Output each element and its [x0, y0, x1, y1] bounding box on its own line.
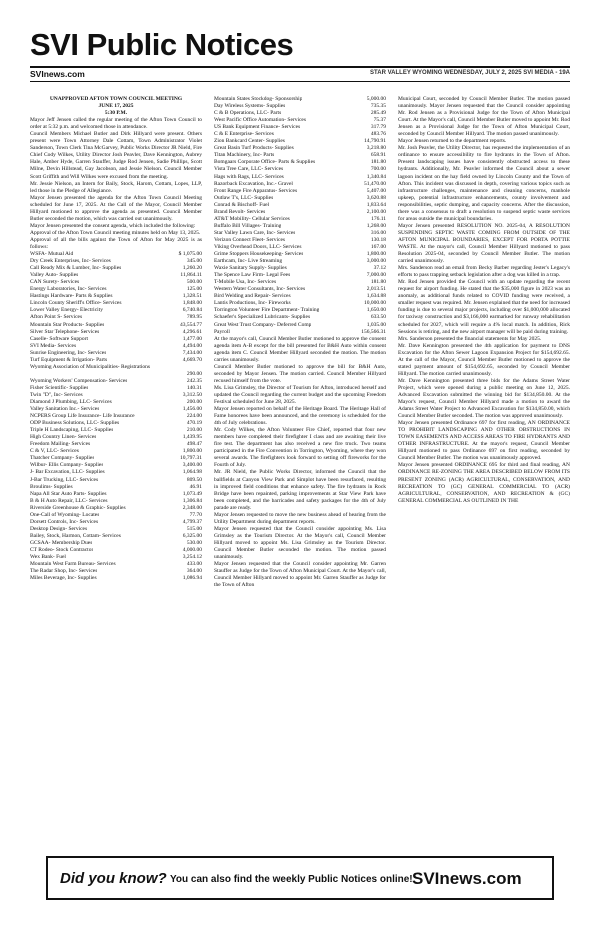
ledger-row — [30, 286, 202, 293]
ledger-row — [214, 159, 386, 166]
paragraph: Mayor Jensen presented the agenda for the Afton Town Council Meeting scheduled for June 17, 2025. At the Call of the Mayor, Council Member Hillyard motioned to approve the agenda as presented. Council Member Butler seconded the motion, which was carried out unanimously. — [30, 194, 202, 222]
ledger-vendor: GCSAA- Membership Dues — [30, 539, 93, 546]
paragraph: Mr. Rod Jensen provided the Council with an update regarding the recent request for airport funding. He stated that the $35,000 figure in 2023 was an anomaly, as additional funds related to COVID funding were received, a smaller request was required. Mr. Jensen explained that the need for increased funding is due to several major projects, including over $1,000,000 allocated for taxiway construction and $3,166,000 earmarked for runway rehabilitation scheduled for 2027, which will require a 4% local match. In addition, Rick Sessions is retiring, and the new airport manager will be paid during training. — [398, 279, 570, 335]
ledger-row — [30, 512, 202, 519]
ledger-amount: 210.00 — [186, 427, 202, 434]
ledger-row — [214, 152, 386, 159]
ledger-vendor: Bomgaars Corporate Office- Parts & Supplies — [214, 159, 316, 166]
ledger-vendor: Dry Creek Enterprises, Inc- Services — [30, 258, 111, 265]
ledger-vendor: US Bank Equipment Finance- Services — [214, 124, 301, 131]
ledger-vendor: Energy Laboratories, Inc- Services — [30, 286, 107, 293]
notice-date: JUNE 17, 2025 — [98, 103, 134, 110]
paragraph: Mayor Jensen returned to the department reports. — [398, 138, 507, 145]
ledger-row — [30, 329, 202, 336]
paragraph: Mr. Dave Kennington presented the 4th application for payment to DNS Excavation for the Afton Sewer Lagoon Expansion Project for $154,692.65. At the call of the Mayor, Council Member Butler motioned to approve the stated payment amount of $154,692.65, seconded by Council Member Hillyard. The motion carried unanimously. — [398, 342, 570, 377]
ledger-amount: 1,833.64 — [366, 201, 386, 208]
ledger-amount: 3,218.80 — [366, 145, 386, 152]
ledger-amount: 809.50 — [186, 476, 202, 483]
ledger-row — [30, 322, 202, 329]
paragraph: Mayor Jensen presented the consent agenda, which included the following: — [30, 222, 196, 229]
column-2 — [214, 96, 386, 850]
ledger-row — [30, 413, 202, 420]
ledger-amount: 789.95 — [186, 314, 202, 321]
ledger-amount: 1,800.00 — [182, 448, 202, 455]
ledger-amount: 1,073.49 — [182, 490, 202, 497]
ledger-vendor: Freedom Mailing- Services — [30, 441, 91, 448]
ledger-vendor: Dorsett Controls, Inc- Services — [30, 518, 99, 525]
ledger-amount: 37.12 — [373, 265, 386, 272]
ledger-amount: 140.31 — [186, 384, 202, 391]
ledger-amount: 1,456.00 — [182, 406, 202, 413]
ledger-vendor: Wyoming Workers' Compensation- Services — [30, 377, 128, 384]
ledger-vendor: CAN Surety- Services — [30, 279, 80, 286]
ledger-amount: 1,439.95 — [182, 434, 202, 441]
promo-banner — [46, 856, 554, 900]
ledger-row — [214, 251, 386, 258]
ledger-row — [30, 293, 202, 300]
ledger-vendor: Sunrise Engineering, Inc- Services — [30, 349, 107, 356]
ledger-vendor: One-Call of Wyoming- Locates — [30, 511, 100, 518]
ledger-row — [30, 575, 202, 582]
promo-site-link[interactable]: SVInews.com — [412, 869, 522, 888]
ledger-vendor: C & B Operations, LLC- Parts — [214, 110, 282, 117]
column-3-paragraphs — [398, 96, 570, 505]
ledger-vendor: ODP Business Solutions, LLC- Supplies — [30, 420, 120, 427]
ledger-vendor: Front Range Fire Apparatus- Services — [214, 187, 298, 194]
ledger-vendor: Desktop Design- Services — [30, 525, 88, 532]
paragraph: Mr. JR Nield, the Public Works Director, informed the Council that the ballfields at Canyon View Park and Simplot have been resurfaced, resulting in improved field conditions that enhance safety. The fire hydrants in Rock Bridge have been repainted, parking improvements at Star View Park have been completed, and the barricades and safety packages for the 4th of July parade are ready. — [214, 469, 386, 511]
ledger-vendor: Viking Overhead Doors, LLC- Services — [214, 243, 302, 250]
ledger-amount: 224.00 — [186, 413, 202, 420]
ledger-amount: 700.00 — [370, 166, 386, 173]
ledger-vendor: Vista Tree Care, LLC- Services — [214, 166, 284, 173]
ledger-row — [30, 272, 202, 279]
paragraph: Ms. Lisa Grimsley, the Director of Tourism for Afton, introduced herself and updated the Council regarding the current budget and the upcoming Freedom Festival scheduled for June 28, 2025. — [214, 384, 386, 406]
ledger-row — [30, 385, 202, 392]
ledger-vendor: High Country Linen- Services — [30, 434, 97, 441]
ledger-amount: 77.70 — [189, 511, 202, 518]
ledger-vendor: Payroll — [214, 328, 230, 335]
ledger-vendor: Napa All Star Auto Parts- Supplies — [30, 490, 107, 497]
ledger-row — [30, 547, 202, 554]
ledger-row — [214, 202, 386, 209]
ledger-vendor: Schaefer's Specialized Lubricants- Supplies — [214, 314, 311, 321]
ledger-row — [30, 279, 202, 286]
ledger-amount: 3,000.00 — [366, 258, 386, 265]
ledger-vendor: Bird Welding and Repair- Services — [214, 293, 291, 300]
ledger-vendor: Conrad & Bischoff- Fuel — [214, 201, 270, 208]
ledger-row — [214, 293, 386, 300]
ledger-amount: 345.00 — [186, 258, 202, 265]
ledger-amount: 43,554.77 — [180, 321, 202, 328]
ledger-amount: 530.00 — [186, 539, 202, 546]
ledger-amount: 433.00 — [186, 561, 202, 568]
ledger-vendor: The Radar Shop, Inc- Services — [30, 568, 98, 575]
ledger-amount: 317.79 — [370, 124, 386, 131]
ledger-vendor: Mountain States Stockdog- Sponsorship — [214, 96, 303, 102]
paragraph: Mayor Jensen presented ORDINANCE 695 for third and final reading, AN ORDINANCE RE-ZONING THE AREA DESCRIBED BELOW FROM ITS PRESENT ZONING (ACR) AGRICULTURAL, CONSERVATION, AND RECREATION TO (GC) GENERAL COMMERCIAL TO (ACR) AGRICULTURAL, CONSERVATION, AND RECREATION & (GC) GENERAL COMMERCIAL AS OUTLINED IN THE — [398, 462, 570, 504]
ledger-amount: 4,000.00 — [182, 547, 202, 553]
ledger-amount: 181.80 — [370, 159, 386, 166]
ledger-row — [30, 554, 202, 561]
ledger-vendor: Triple H Landscaping, LLC- Supplies — [30, 427, 114, 434]
site-link[interactable]: SVInews.com — [30, 69, 85, 79]
column-1 — [30, 96, 202, 850]
ledger-vendor: Razorback Excavation, Inc.- Gravel — [214, 180, 293, 187]
ledger-vendor: Lincoln County Sheriff's Office- Services — [30, 300, 122, 307]
ledger-row — [30, 441, 202, 448]
ledger-row — [30, 314, 202, 321]
ledger-amount: 1,848.00 — [182, 300, 202, 307]
ledger-row — [214, 195, 386, 202]
ledger-row — [30, 392, 202, 399]
ledger-vendor: Diamond J Plumbing, LLC- Services — [30, 399, 112, 406]
paragraph: Mayor Jensen requested that the Council consider appointing Ms. Lisa Grimsley as the Tourism Director. At the Mayor's call, Council Member Hillyard moved to appoint Ms. Lisa Grimsley as the Tourism Director. Council Member Butler seconded the motion. The motion passed unanimously. — [214, 525, 386, 561]
ledger-amount: 181.80 — [370, 279, 386, 286]
ledger-vendor: Western Water Consultants, Inc- Services — [214, 286, 306, 293]
ledger-row — [30, 427, 202, 434]
ledger-vendor: Titan Machinery, Inc- Parts — [214, 152, 275, 159]
ledger-row — [30, 343, 202, 350]
paragraph: Mayor Jeff Jensen called the regular meeting of the Afton Town Council to order at 5:32 p.m. and welcomed those in attendance. — [30, 117, 202, 131]
ledger-row — [30, 336, 202, 343]
ledger-row — [214, 258, 386, 265]
ledger-vendor: Lantis Productions, Inc- Fireworks — [214, 300, 291, 307]
ledger-row — [214, 314, 386, 321]
ledger-row — [30, 561, 202, 568]
paragraph: Council Members Michael Butler and Dirk Hillyard were present. Others present were Town Attorney Dale Cottam, Town Administrator Violet Sanderson, Town Clerk Tina McGarvey, Public Works Director JR Nield, Fire Chief Cody Wilkes, Utility Director Josh Peavler, Dave Kennington, Aubrey Hale, Amber Hyde, Garren Stauffer, Judge Rod Jensen, Sadie Phillips, Scott Milne, Devin Hillstead, Gay Jacobson, and Jessie Nielson. Council Member Scott Griffith and Will Wilkes were excused from the meeting. — [30, 131, 202, 180]
ledger-vendor: Great Basin Turf Products- Supplies — [214, 145, 294, 152]
ledger-amount: 633.50 — [370, 314, 386, 321]
ledger-amount: 1,328.51 — [182, 293, 202, 300]
paragraph: Mrs. Sanderson presented the financial statements for May 2025. — [398, 335, 542, 342]
ledger-row — [214, 145, 386, 152]
ledger-row — [30, 477, 202, 484]
ledger-row — [214, 230, 386, 237]
ledger-row — [30, 378, 202, 385]
ledger-amount: 200.00 — [186, 399, 202, 406]
ledger-amount: 364.00 — [186, 568, 202, 575]
ledger-vendor: C & V, LLC- Services — [30, 448, 79, 455]
ledger-amount: 3,620.88 — [366, 194, 386, 201]
ledger-vendor: Outlaw T's, LLC- Supplies — [214, 194, 274, 201]
column-1-paragraphs — [30, 117, 202, 251]
ledger-vendor: Call Ready Mix & Lumber, Inc- Supplies — [30, 265, 122, 272]
ledger-amount: 5,000.00 — [366, 96, 386, 102]
ledger-amount: 176.11 — [371, 215, 386, 222]
ledger-row — [30, 371, 202, 378]
ledger-row — [30, 399, 202, 406]
ledger-amount: 10,797.31 — [180, 455, 202, 462]
ledger-amount: 285.49 — [370, 110, 386, 117]
ledger-vendor: Mountain Star Products- Supplies — [30, 321, 105, 328]
column-3 — [398, 96, 570, 850]
ledger-row — [214, 124, 386, 131]
ledger-amount: 1,268.00 — [366, 222, 386, 229]
ledger-vendor: The Spence Law Firm- Legal Fees — [214, 272, 291, 279]
paragraph: Mr. Dave Kennington presented three bids for the Adams Street Water Project, which were opened during a public meeting on June 12, 2025. Advanced Excavation submitted the winning bid for $134,850.00. At the Mayor's request, Council Member Hillyard made a motion to award the Adams Street Water Project to Advanced Excavation for $134,850.00, which Council Member Butler seconded. The motion was approved unanimously. — [398, 377, 570, 420]
ledger-vendor: J- Bar Excavation, LLC- Supplies — [30, 469, 105, 476]
ledger-vendor: Hags with Rags, LLC- Services — [214, 173, 284, 180]
masthead-divider — [30, 81, 570, 82]
paragraph: Mr. Jessie Nielson, an Intern for Baily, Stock, Harom, Cottam, Lopes, LLP, led those in the Pledge of Allegiance. — [30, 180, 202, 194]
ledger-amount: 1,634.88 — [366, 293, 386, 300]
ledger-row — [30, 462, 202, 469]
ledger-row — [30, 357, 202, 364]
ledger-vendor: Earthcam, Inc- Live Streaming — [214, 258, 283, 265]
ledger-vendor: WSFA- Mutual Aid — [30, 251, 74, 258]
ledger-row — [214, 103, 386, 110]
ledger-vendor: Verizon Connect Fleet- Services — [214, 236, 286, 243]
ledger-vendor: C & E Enterprise- Services — [214, 131, 274, 138]
ledger-amount: 4,799.37 — [182, 518, 202, 525]
ledger-amount: 2,100.00 — [366, 208, 386, 215]
paragraph: Approval of the Afton Town Council meeting minutes held on May 13, 2025. — [30, 229, 201, 236]
ledger-row — [214, 117, 386, 124]
ledger-row — [214, 223, 386, 230]
ledger-amount: 1,064.98 — [182, 469, 202, 476]
ledger-vendor: Great West Trust Company- Deferred Comp — [214, 321, 312, 328]
ledger-vendor: Lower Valley Energy- Electricity — [30, 307, 103, 314]
ledger-row — [30, 364, 202, 371]
ledger-amount: 3,312.50 — [182, 391, 202, 398]
ledger-row — [214, 209, 386, 216]
paragraph: Municipal Court, seconded by Council Member Butler. The motion passed unanimously. Mayor Jensen requested that the Council consider appointing Mr. Rod Jensen as a Provisional Judge for the Town of Afton Municipal Court. At the Mayor's call, Council Member Butler moved to appoint Mr. Rod Jensen as a Provisional Judge for the Town of Afton Municipal Court, seconded by Council Member Hillyard. The motion passed unanimously. — [398, 96, 570, 138]
ledger-row — [214, 237, 386, 244]
paragraph: Mr. Cody Wilkes, the Afton Volunteer Fire Chief, reported that four new members have completed their firefighter I class and are awaiting their live fire test. The department has also received a new fire truck. Two teams participated in the Fire Convention in Torrington, Wyoming, where they won several awards. The firefighters look forward to setting off fireworks for the Fourth of July. — [214, 427, 386, 469]
masthead — [30, 28, 570, 62]
ledger-amount: 125.00 — [186, 286, 202, 293]
ledger-amount: 3,254.12 — [182, 554, 202, 561]
dateline: STAR VALLEY WYOMING WEDNESDAY, JULY 2, 2025 SVI MEDIA - 19A — [370, 70, 570, 76]
ledger-amount: 6,740.84 — [182, 307, 202, 314]
ledger-row — [30, 540, 202, 547]
ledger-vendor: Brand Revolt- Services — [214, 208, 266, 215]
ledger-vendor: AT&T Mobility- Cellular Services — [214, 215, 290, 222]
ledger-vendor: Valley Auto- Supplies — [30, 272, 79, 279]
ledger-amount: 658.91 — [370, 152, 386, 159]
paragraph: Mayor Jensen reported on behalf of the Heritage Board. The Heritage Hall of Fame honorees have been announced, and the ceremony is scheduled for the 4th of July celebrations. — [214, 406, 386, 427]
paragraph: At the mayor's call, Council Member Butler motioned to approve the consent agenda item A-B except for the bill presented for B&H Auto within consent agenda item C. Council Member Hillyard seconded the motion. The motion carries unanimously. — [214, 335, 386, 363]
notice-time: 5:30 P.M. — [104, 110, 128, 117]
ledger-amount: 1,035.00 — [366, 321, 386, 328]
ledger-amount: 7,434.00 — [182, 349, 202, 356]
ledger-vendor: Day Wireless Systems- Supplies — [214, 103, 286, 110]
ledger-row — [30, 568, 202, 575]
ledger-amount: 1,306.84 — [182, 497, 202, 504]
ledger-row — [214, 188, 386, 195]
ledger-amount: 167.00 — [370, 243, 386, 250]
ledger-row — [30, 251, 202, 258]
paragraph: Approval of all the bills against the Town of Afton for May 2025 is as follows: — [30, 236, 202, 250]
ledger-vendor: Valley Sanitation Inc.- Services — [30, 406, 100, 413]
ledger-row — [214, 265, 386, 272]
ledger-vendor: CT Rodeo- Stock Contractor — [30, 547, 94, 553]
ledger-row — [30, 469, 202, 476]
paragraph: Mayor Jensen presented RESOLUTION NO. 2025-04, A RESOLUTION SUSPENDING SEPTIC WASTE COMING FROM OUTSIDE OF THE AFTON MUNICIPAL BOUNDARIES, EXCEPT FOR PORTA POTTIE WASTE. At the mayor's call, Council Member Hillyard motioned to pass Resolution 2025-04, seconded by Council Member Butler. The motion carried unanimously. — [398, 222, 570, 265]
ledger-row — [30, 265, 202, 272]
ledger-row — [30, 498, 202, 505]
ledger-row — [30, 307, 202, 314]
ledger-amount: 735.35 — [370, 103, 386, 110]
ledger-row — [214, 216, 386, 223]
ledger-row — [214, 244, 386, 251]
ledger-row — [30, 406, 202, 413]
ledger-row — [30, 350, 202, 357]
ledger-vendor: B & H Auto Repair, LLC- Services — [30, 497, 108, 504]
paragraph: Mayor Jensen requested to move the new business ahead of hearing from the Utility Department during department reports. — [214, 511, 386, 525]
ledger-vendor: Mountain West Farm Bureau- Services — [30, 561, 116, 568]
column-2-paragraphs — [214, 336, 386, 590]
ledger-amount: 10,000.00 — [364, 300, 386, 307]
ledger-amount: 130.18 — [370, 236, 386, 243]
ledger-amount: 515.00 — [186, 525, 202, 532]
ledger-vendor: Caselle- Software Support — [30, 335, 89, 342]
ledger-amount: 5,407.00 — [366, 187, 386, 194]
notice-heading: UNAPPROVED AFTON TOWN COUNCIL MEETING — [49, 96, 183, 102]
ledger-vendor: Wex Bank- Fuel — [30, 554, 66, 561]
ledger-row — [214, 181, 386, 188]
ledger-amount: 498.47 — [186, 441, 202, 448]
ledger-row — [30, 533, 202, 540]
ledger-amount: $ 1,075.00 — [178, 251, 202, 258]
ledger-vendor: J-Bar Trucking, LLC- Services — [30, 476, 99, 483]
ledger-row — [214, 307, 386, 314]
ledger-amount: 4,669.70 — [182, 356, 202, 363]
paragraph: Mayor Jensen presented Ordinance 697 for first reading, AN ORDINANCE TO PROHIBIT LANDSCAPING AND OTHER OBSTRUCTIONS IN TOWN EASEMENTS AND ACCESS AREAS TO FIRE HYDRANTS AND OTHER INFRASTRUCTURE. At the mayor's request, Council Member Hillyard motioned to pass Ordinance 697 on first reading, seconded by Council Member Butler. The motion was unanimously approved. — [398, 420, 570, 462]
ledger-vendor: Broulims- Supplies — [30, 483, 73, 490]
ledger-amount: 7,000.00 — [366, 272, 386, 279]
ledger-amount: 500.00 — [186, 279, 202, 286]
ledger-vendor: Riverside Greenhouse & Graphic- Supplies — [30, 504, 126, 511]
ledger-vendor: SVI Media- Services — [30, 342, 77, 349]
ledger-amount: 46.91 — [189, 483, 202, 490]
masthead-title: SVI Public Notices — [30, 27, 294, 62]
paragraph: Council Member Butler motioned to approve the bill for B&H Auto, seconded by Mayor Jensen. The motion carried. Council Member Hillyard recused himself from the vote. — [214, 363, 386, 384]
ledger-row — [30, 420, 202, 427]
paragraph: Mayor Jensen requested that the Council consider appointing Mr. Garren Stauffer as Judge for the Town of Afton Municipal Court. At the Mayor's call, Council Member Hillyard moved to appoint Mr. Garren Stauffer as Judge for the Town of Afton — [214, 561, 386, 589]
ledger-vendor: Wyoming Association of Municipalities- Registrations — [30, 363, 151, 370]
ledger-amount: 75.37 — [373, 117, 386, 124]
ledger-vendor: Twin "D", Inc- Services — [30, 391, 83, 398]
ledger-vendor: Hastings Hardware- Parts & Supplies — [30, 293, 113, 300]
ledger-amount — [198, 364, 202, 371]
ledger-vendor: Bailey, Stock, Harmon, Cottam- Services — [30, 532, 121, 539]
ledger-row — [30, 448, 202, 455]
ledger-amount: 2,348.00 — [182, 504, 202, 511]
ledger-amount: 51,470.00 — [364, 180, 386, 187]
ledger-row — [30, 505, 202, 512]
ledger-vendor: Waxie Sanitary Supply- Supplies — [214, 265, 287, 272]
ledger-amount: 242.35 — [186, 377, 202, 384]
ledger-row — [214, 329, 386, 336]
masthead-subline — [30, 69, 570, 80]
ledger-row — [30, 491, 202, 498]
ledger-vendor: West Pacific Office Automation- Services — [214, 117, 307, 124]
ledger-vendor: T-Mobile Usa, Inc- Services — [214, 279, 277, 286]
ledger-row — [214, 279, 386, 286]
ledger-row — [30, 526, 202, 533]
promo-question: Did you know? — [60, 870, 167, 887]
ledger-amount: 4,494.00 — [182, 342, 202, 349]
ledger-vendor: Torrington Volunteer Fire Department- Training — [214, 307, 320, 314]
ledger-row — [214, 286, 386, 293]
ledger-amount: 11,864.11 — [180, 272, 202, 279]
ledger-row — [214, 300, 386, 307]
ledger-amount: 156,566.31 — [361, 328, 386, 335]
ledger-amount: 4,296.61 — [182, 328, 202, 335]
ledger-row — [30, 455, 202, 462]
ledger-vendor: Silver Star Telephone- Services — [30, 328, 100, 335]
ledger-vendor: NCPERS Group Life Insurance- Life Insurance — [30, 413, 135, 420]
ledger-row — [214, 174, 386, 181]
ledger-amount: 2,013.51 — [366, 286, 386, 293]
ledger-row — [214, 166, 386, 173]
ledger-row — [214, 322, 386, 329]
ledger-amount: 1,086.94 — [182, 575, 202, 582]
ledger-amount: 3,400.00 — [182, 462, 202, 469]
ledger-amount: 1,340.84 — [366, 173, 386, 180]
ledger-amount: 316.00 — [370, 229, 386, 236]
ledger-row — [30, 300, 202, 307]
ledger-amount: 1,260.20 — [182, 265, 202, 272]
ledger-row — [214, 131, 386, 138]
ledger-amount: 290.00 — [186, 370, 202, 377]
ledger-vendor: Buffalo Bill Villages- Training — [214, 222, 282, 229]
ledger-amount: 1,477.00 — [182, 335, 202, 342]
ledger-row — [214, 138, 386, 145]
ledger-amount: 14,790.91 — [364, 138, 386, 145]
ledger-vendor: Fisher Scientific- Supplies — [30, 384, 89, 391]
bills-ledger — [30, 251, 202, 582]
ledger-row — [30, 434, 202, 441]
bills-ledger-continued — [214, 96, 386, 336]
ledger-amount: 6,325.00 — [182, 532, 202, 539]
ledger-vendor: Grime Stoppers Housekeeping- Services — [214, 251, 304, 258]
ledger-vendor: Miles Beverage, Inc- Supplies — [30, 575, 97, 582]
ledger-amount: 470.19 — [186, 420, 202, 427]
ledger-row — [214, 96, 386, 103]
ledger-amount: 1,800.00 — [366, 251, 386, 258]
ledger-vendor: Wilbur- Ellis Company- Supplies — [30, 462, 104, 469]
ledger-row — [30, 258, 202, 265]
ledger-row — [30, 484, 202, 491]
ledger-vendor: Afton Point S- Services — [30, 314, 83, 321]
ledger-vendor: Zion Bankcard Center- Supplies — [214, 138, 285, 145]
paragraph: Mr. Josh Peavler, the Utility Director, has requested the implementation of an ordinance to ensure accessibility to fire hydrants in the Town of Afton. Present landscaping issues have consistently obstructed access to these hydrants. Additionally, Mr. Peavler informed the Council about a sewer lagoon incident on the hay field owned by Lincoln County and the Town of Afton. This incident was discussed in depth, covering various topics such as infrastructure challenges, maintenance and cleaning concerns, manhole upkeep, potential infrastructure enhancements, county involvement and responsibilities, septic dumping, and capacity concerns. After the discussion, there was a consensus to draft a resolution to suspend septic waste services for areas outside the municipal boundaries. — [398, 145, 570, 222]
ledger-vendor: Thatcher Company- Supplies — [30, 455, 95, 462]
ledger-row — [30, 519, 202, 526]
ledger-amount: 1,650.00 — [366, 307, 386, 314]
ledger-vendor: Turf Equipment & Irrigation- Parts — [30, 356, 108, 363]
paragraph: Mrs. Sanderson read an email from Becky Barber regarding Jester's Legacy's efforts to pass trapping setback legislation after a dog was killed in a trap. — [398, 265, 570, 279]
masthead-rule — [30, 66, 570, 68]
ledger-vendor: Star Valley Lawn Care, Inc- Services — [214, 229, 296, 236]
ledger-row — [214, 110, 386, 117]
ledger-amount: 483.76 — [370, 131, 386, 138]
promo-message: You can also find the weekly Public Notices online! — [170, 874, 413, 885]
ledger-row — [214, 272, 386, 279]
